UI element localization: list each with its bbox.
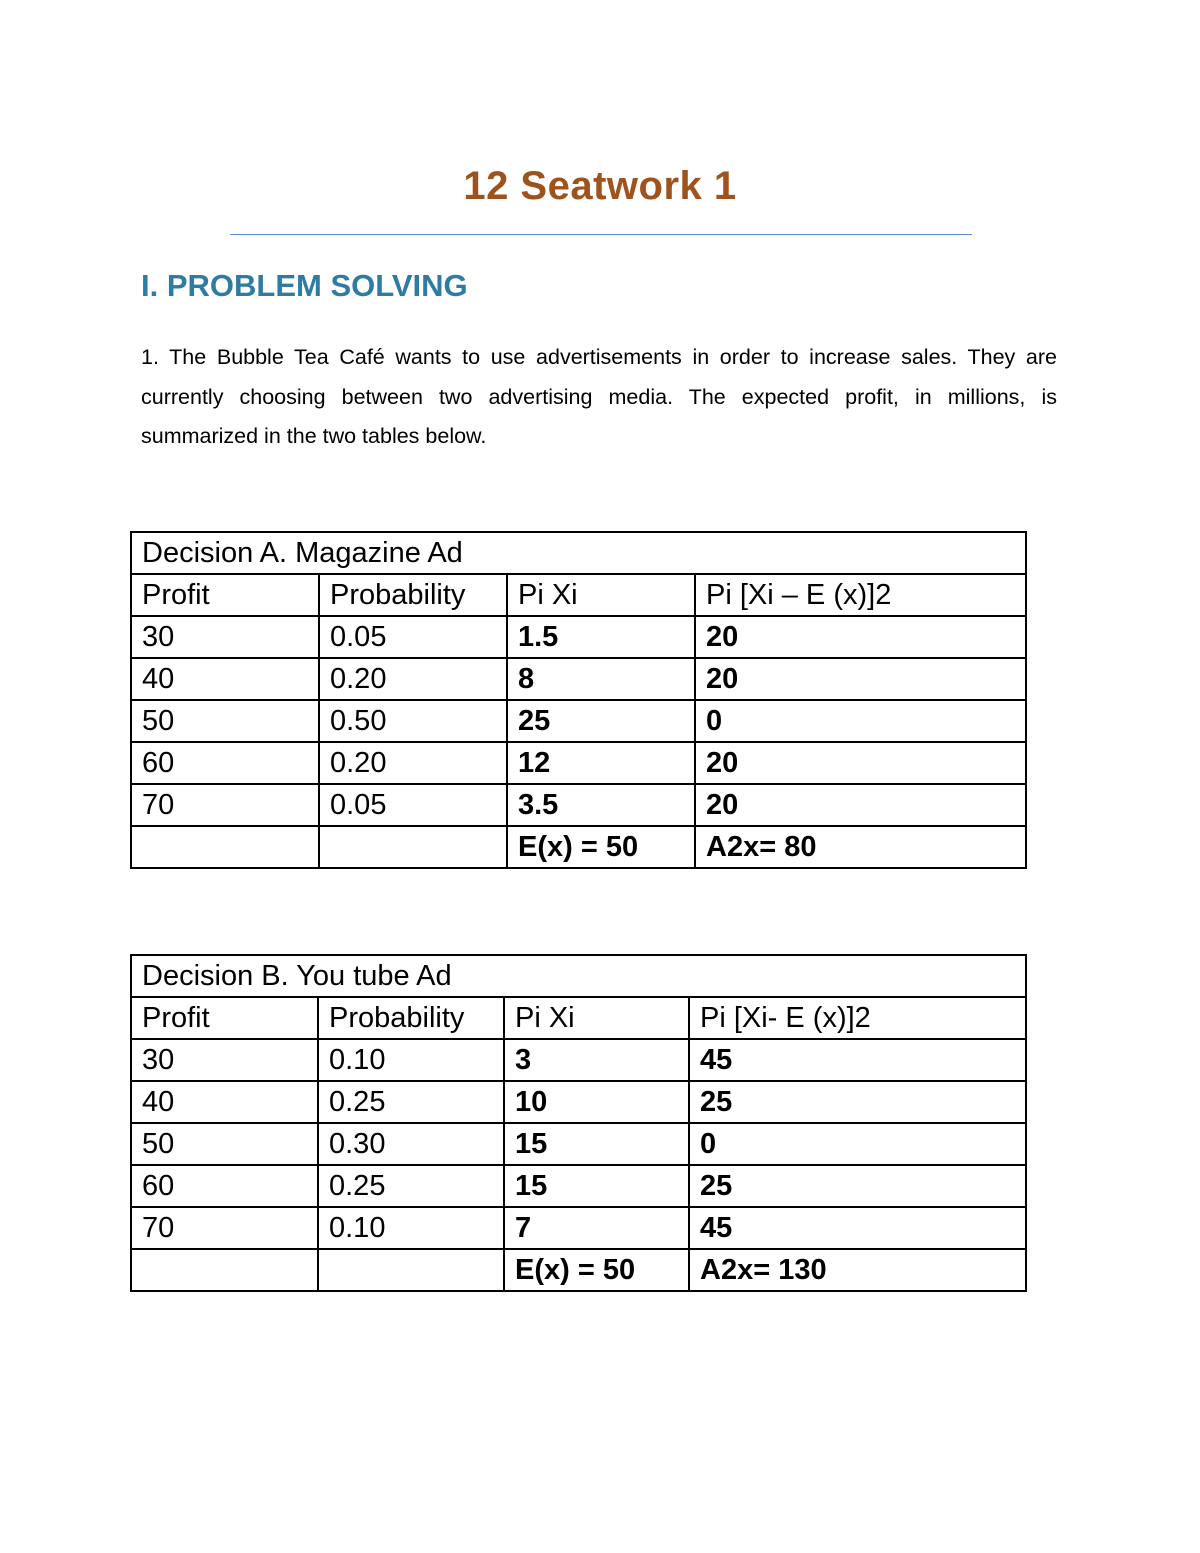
profit-cell: 60 bbox=[131, 742, 319, 784]
header-cell: Pi [Xi- E (x)]2 bbox=[689, 997, 1026, 1039]
table-row bbox=[131, 658, 1026, 700]
section-heading: I. PROBLEM SOLVING bbox=[141, 268, 468, 303]
variance-term-cell: 20 bbox=[695, 742, 1026, 784]
table-caption: Decision A. Magazine Ad bbox=[131, 532, 1026, 574]
probability-cell: 0.05 bbox=[319, 784, 507, 826]
profit-cell: 40 bbox=[131, 658, 319, 700]
probability-cell: 0.20 bbox=[319, 742, 507, 784]
table-caption-row bbox=[131, 532, 1026, 574]
table-header-row bbox=[131, 997, 1026, 1039]
probability-cell: 0.30 bbox=[318, 1123, 504, 1165]
profit-cell: 40 bbox=[131, 1081, 318, 1123]
title-underline-divider bbox=[230, 234, 972, 235]
probability-cell: 0.50 bbox=[319, 700, 507, 742]
pixi-cell: 7 bbox=[504, 1207, 689, 1249]
probability-cell: 0.10 bbox=[318, 1039, 504, 1081]
probability-cell: 0.10 bbox=[318, 1207, 504, 1249]
header-cell: Profit bbox=[131, 574, 319, 616]
table-caption-row bbox=[131, 955, 1026, 997]
probability-cell: 0.05 bbox=[319, 616, 507, 658]
header-cell: Pi [Xi – E (x)]2 bbox=[695, 574, 1026, 616]
table-row bbox=[131, 1039, 1026, 1081]
pixi-cell: 3.5 bbox=[507, 784, 695, 826]
profit-cell: 30 bbox=[131, 616, 319, 658]
pixi-cell: 25 bbox=[507, 700, 695, 742]
variance-total-cell: A2x= 130 bbox=[689, 1249, 1026, 1291]
profit-cell: 50 bbox=[131, 1123, 318, 1165]
empty-cell bbox=[131, 826, 319, 868]
table-row bbox=[131, 616, 1026, 658]
profit-cell: 60 bbox=[131, 1165, 318, 1207]
table-caption: Decision B. You tube Ad bbox=[131, 955, 1026, 997]
header-cell: Probability bbox=[318, 997, 504, 1039]
empty-cell bbox=[131, 1249, 318, 1291]
variance-total-cell: A2x= 80 bbox=[695, 826, 1026, 868]
header-cell: Profit bbox=[131, 997, 318, 1039]
probability-cell: 0.25 bbox=[318, 1081, 504, 1123]
header-cell: Probability bbox=[319, 574, 507, 616]
pixi-cell: 15 bbox=[504, 1165, 689, 1207]
table-row bbox=[131, 700, 1026, 742]
table-row bbox=[131, 742, 1026, 784]
table-row bbox=[131, 1081, 1026, 1123]
variance-term-cell: 20 bbox=[695, 784, 1026, 826]
header-cell: Pi Xi bbox=[504, 997, 689, 1039]
table-row bbox=[131, 1123, 1026, 1165]
pixi-cell: 15 bbox=[504, 1123, 689, 1165]
variance-term-cell: 25 bbox=[689, 1165, 1026, 1207]
probability-cell: 0.20 bbox=[319, 658, 507, 700]
profit-cell: 50 bbox=[131, 700, 319, 742]
table-totals-row bbox=[131, 826, 1026, 868]
variance-term-cell: 45 bbox=[689, 1039, 1026, 1081]
header-cell: Pi Xi bbox=[507, 574, 695, 616]
profit-cell: 70 bbox=[131, 1207, 318, 1249]
profit-cell: 30 bbox=[131, 1039, 318, 1081]
table-header-row bbox=[131, 574, 1026, 616]
pixi-cell: 3 bbox=[504, 1039, 689, 1081]
decision-b-table bbox=[130, 954, 1027, 1292]
problem-statement: 1. The Bubble Tea Café wants to use advertisements in order to increase sales. They are currently choosing between two advertising media. The expected profit, in millions, is summarized in the two tables below. bbox=[141, 345, 1057, 448]
pixi-cell: 10 bbox=[504, 1081, 689, 1123]
empty-cell bbox=[319, 826, 507, 868]
variance-term-cell: 0 bbox=[689, 1123, 1026, 1165]
variance-term-cell: 20 bbox=[695, 658, 1026, 700]
table-row bbox=[131, 1207, 1026, 1249]
decision-a-table bbox=[130, 531, 1027, 869]
variance-term-cell: 0 bbox=[695, 700, 1026, 742]
pixi-cell: 8 bbox=[507, 658, 695, 700]
expected-value-cell: E(x) = 50 bbox=[504, 1249, 689, 1291]
probability-cell: 0.25 bbox=[318, 1165, 504, 1207]
variance-term-cell: 20 bbox=[695, 616, 1026, 658]
table-row bbox=[131, 1165, 1026, 1207]
variance-term-cell: 25 bbox=[689, 1081, 1026, 1123]
empty-cell bbox=[318, 1249, 504, 1291]
profit-cell: 70 bbox=[131, 784, 319, 826]
pixi-cell: 1.5 bbox=[507, 616, 695, 658]
variance-term-cell: 45 bbox=[689, 1207, 1026, 1249]
page-title: 12 Seatwork 1 bbox=[463, 164, 737, 208]
table-row bbox=[131, 784, 1026, 826]
pixi-cell: 12 bbox=[507, 742, 695, 784]
expected-value-cell: E(x) = 50 bbox=[507, 826, 695, 868]
table-totals-row bbox=[131, 1249, 1026, 1291]
